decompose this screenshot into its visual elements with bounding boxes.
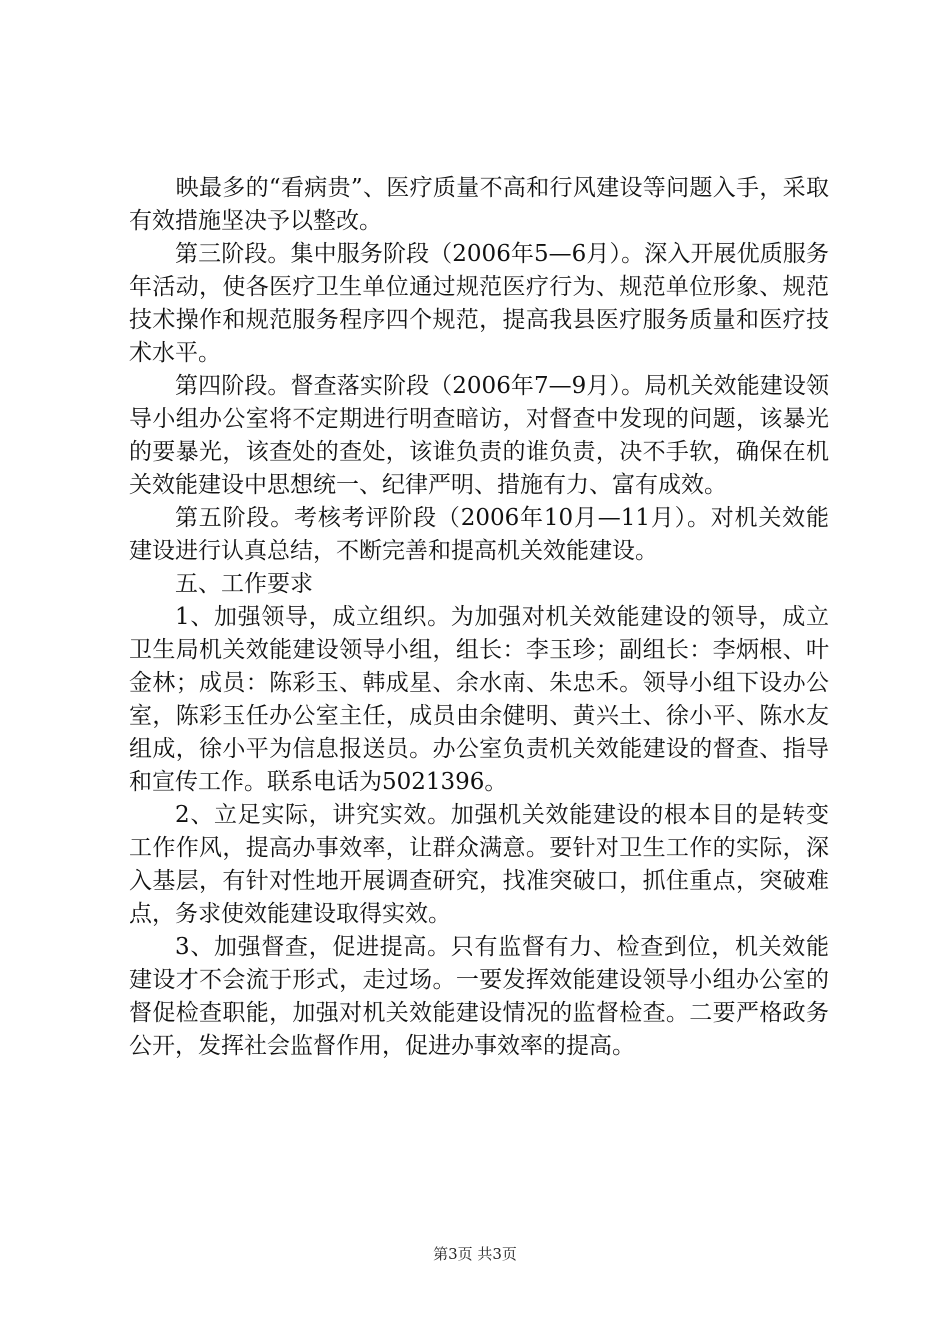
paragraph-requirement-2: 2、立足实际，讲究实效。加强机关效能建设的根本目的是转变工作作风，提高办事效率，让群众满意。要针对卫生工作的实际，深入基层，有针对性地开展调查研究，找准突破口，抓住重点，突破难点，务求使效能建设取得实效。 xyxy=(129,802,829,927)
paragraph-stage-three: 第三阶段。集中服务阶段（2006年5—6月）。深入开展优质服务年活动，使各医疗卫生单位通过规范医疗行为、规范单位形象、规范技术操作和规范服务程序四个规范，提高我县医疗服务质量和医疗技术水平。 xyxy=(129,241,829,366)
page-number: 第3页 共3页 xyxy=(433,1245,517,1263)
paragraph-stage-five: 第五阶段。考核考评阶段（2006年10月—11月）。对机关效能建设进行认真总结，不断完善和提高机关效能建设。 xyxy=(129,505,829,564)
document-body xyxy=(129,172,829,1063)
section-heading-work-requirements: 五、工作要求 xyxy=(175,571,313,597)
page-footer xyxy=(0,1244,950,1264)
paragraph-continuation: 映最多的“看病贵”、医疗质量不高和行风建设等问题入手，采取有效措施坚决予以整改。 xyxy=(129,175,829,234)
paragraph-requirement-1: 1、加强领导，成立组织。为加强对机关效能建设的领导，成立卫生局机关效能建设领导小组，组长：李玉珍；副组长：李炳根、叶金林；成员：陈彩玉、韩成星、余水南、朱忠禾。领导小组下设办公室，陈彩玉任办公室主任，成员由余健明、黄兴土、徐小平、陈水友组成，徐小平为信息报送员。办公室负责机关效能建设的督查、指导和宣传工作。联系电话为5021396。 xyxy=(129,604,829,795)
paragraph-stage-four: 第四阶段。督查落实阶段（2006年7—9月）。局机关效能建设领导小组办公室将不定期进行明查暗访，对督查中发现的问题，该暴光的要暴光，该查处的查处，该谁负责的谁负责，决不手软，确保在机关效能建设中思想统一、纪律严明、措施有力、富有成效。 xyxy=(129,373,829,498)
paragraph-requirement-3: 3、加强督查，促进提高。只有监督有力、检查到位，机关效能建设才不会流于形式，走过场。一要发挥效能建设领导小组办公室的督促检查职能，加强对机关效能建设情况的监督检查。二要严格政务公开，发挥社会监督作用，促进办事效率的提高。 xyxy=(129,934,829,1059)
